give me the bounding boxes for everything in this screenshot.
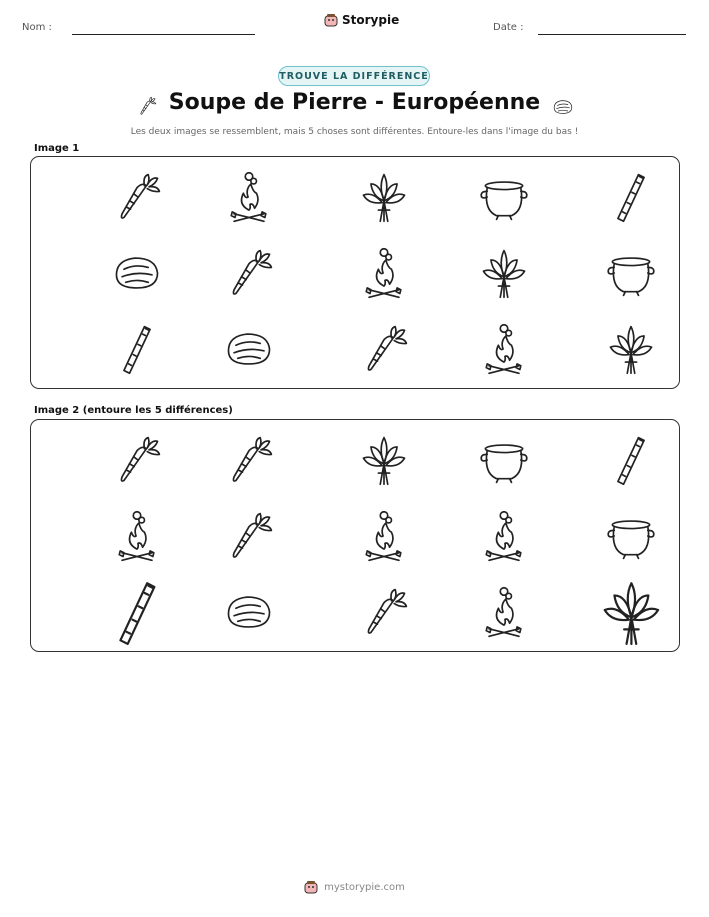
spinach-icon[interactable]	[595, 576, 668, 649]
storypie-mascot-icon	[324, 13, 338, 27]
instructions: Les deux images se ressemblent, mais 5 choses sont différentes. Entoure-les dans l'image du bas !	[130, 127, 579, 137]
name-field[interactable]	[72, 34, 255, 35]
carrot-icon[interactable]	[221, 508, 277, 564]
stick-icon[interactable]	[109, 321, 165, 377]
spinach-icon[interactable]	[603, 321, 659, 377]
spinach-icon[interactable]	[356, 432, 412, 488]
storypie-mascot-icon	[304, 880, 318, 894]
stick-icon[interactable]	[603, 169, 659, 225]
page-title: Soupe de Pierre - Européenne	[168, 90, 541, 115]
campfire-icon[interactable]	[356, 508, 412, 564]
date-label: Date :	[493, 22, 524, 33]
campfire-icon[interactable]	[109, 508, 165, 564]
brand-name: Storypie	[342, 13, 400, 27]
title-stone-icon	[548, 95, 578, 119]
spinach-icon[interactable]	[356, 169, 412, 225]
carrot-icon[interactable]	[356, 584, 412, 640]
activity-badge: TROUVE LA DIFFÉRENCE	[278, 66, 430, 86]
stick-icon[interactable]	[603, 432, 659, 488]
footer-url[interactable]: mystorypie.com	[324, 881, 405, 893]
stone-icon[interactable]	[109, 245, 165, 301]
stick-icon[interactable]	[101, 576, 174, 649]
date-field[interactable]	[538, 34, 686, 35]
stone-icon[interactable]	[221, 321, 277, 377]
campfire-icon[interactable]	[476, 321, 532, 377]
image1-panel[interactable]	[30, 156, 680, 389]
carrot-icon[interactable]	[109, 432, 165, 488]
campfire-icon[interactable]	[221, 169, 277, 225]
brand-logo	[324, 13, 399, 27]
carrot-icon[interactable]	[221, 432, 277, 488]
footer	[0, 880, 709, 894]
image2-label: Image 2 (entoure les 5 différences)	[34, 405, 233, 416]
spinach-icon[interactable]	[476, 245, 532, 301]
stone-icon[interactable]	[221, 584, 277, 640]
carrot-icon[interactable]	[356, 321, 412, 377]
campfire-icon[interactable]	[476, 508, 532, 564]
pot-icon[interactable]	[603, 508, 659, 564]
campfire-icon[interactable]	[476, 584, 532, 640]
pot-icon[interactable]	[476, 432, 532, 488]
image1-label: Image 1	[34, 143, 80, 154]
campfire-icon[interactable]	[356, 245, 412, 301]
carrot-icon[interactable]	[109, 169, 165, 225]
pot-icon[interactable]	[603, 245, 659, 301]
name-label: Nom :	[22, 22, 52, 33]
pot-icon[interactable]	[476, 169, 532, 225]
carrot-icon[interactable]	[221, 245, 277, 301]
image2-panel[interactable]	[30, 419, 680, 652]
